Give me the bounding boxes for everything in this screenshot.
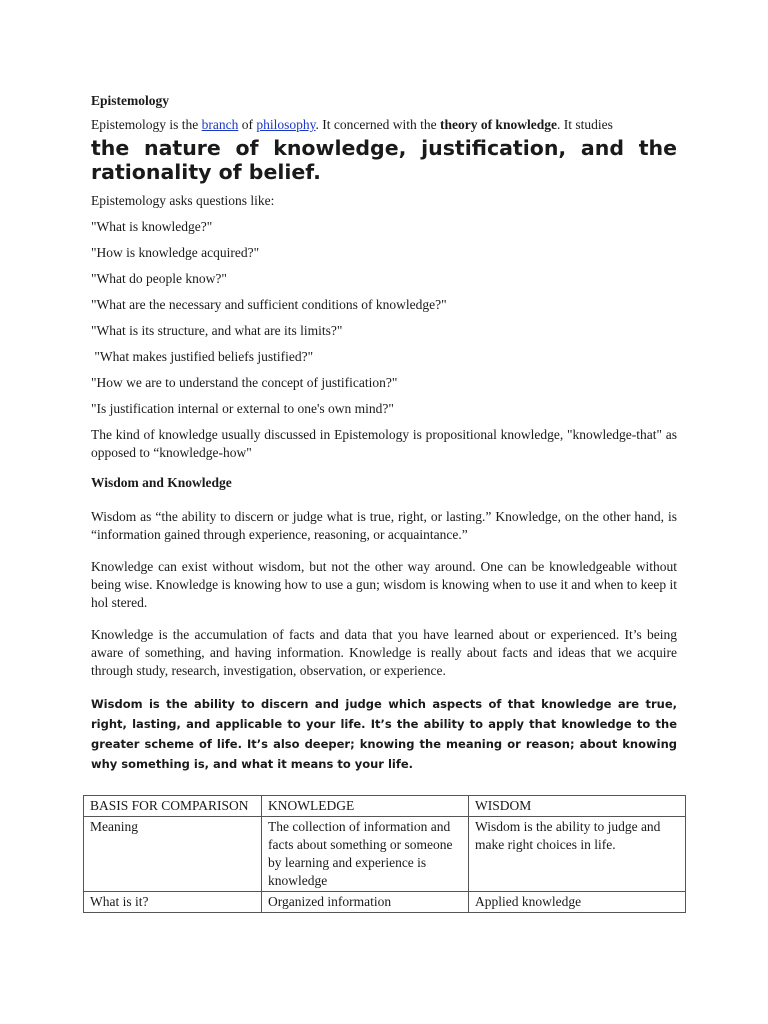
knowledge-without-wisdom-paragraph: Knowledge can exist without wisdom, but not the other way around. One can be knowledgeable without being wise. Knowledge is knowing how to use a gun; wisdom is knowing when to use it and when to keep it hol stered. bbox=[91, 559, 677, 610]
table-cell: What is it? bbox=[84, 892, 262, 913]
question-item: "What is knowledge?" bbox=[91, 219, 213, 234]
wisdom-bold-paragraph: Wisdom is the ability to discern and judge which aspects of that knowledge are true, right, lasting, and applicable to your life. It’s the ability to apply that knowledge to the greater scheme of life. It’s also deeper; knowing the meaning or reason; about knowing why something is, and what it means to your life. bbox=[91, 697, 677, 771]
knowledge-accumulation-paragraph: Knowledge is the accumulation of facts and data that you have learned about or experienced. It’s being aware of something, and having information. Knowledge is really about facts and ideas that we acquire through study, research, investigation, observation, or experience. bbox=[91, 627, 677, 678]
question-item: "How is knowledge acquired?" bbox=[91, 245, 260, 260]
philosophy-link[interactable]: philosophy bbox=[256, 117, 316, 132]
question-item: "What are the necessary and sufficient conditions of knowledge?" bbox=[91, 297, 447, 312]
questions-intro: Epistemology asks questions like: bbox=[91, 193, 275, 208]
intro-text-2: of bbox=[238, 117, 257, 132]
intro-text-1: Epistemology is the bbox=[91, 117, 202, 132]
question-item: "What is its structure, and what are its limits?" bbox=[91, 323, 343, 338]
table-cell: Meaning bbox=[84, 817, 262, 892]
table-cell: Organized information bbox=[262, 892, 469, 913]
branch-link[interactable]: branch bbox=[201, 117, 239, 132]
document-body bbox=[91, 92, 677, 788]
intro-text-4: . It studies bbox=[556, 117, 613, 132]
comparison-table bbox=[83, 795, 686, 913]
kind-paragraph: The kind of knowledge usually discussed in Epistemology is propositional knowledge, "knowledge-that" as opposed to “knowledge-how" bbox=[91, 427, 677, 460]
table-header-row bbox=[84, 796, 686, 817]
page-title: Epistemology bbox=[91, 93, 170, 108]
table-header-cell: WISDOM bbox=[469, 796, 686, 817]
intro-paragraph bbox=[91, 116, 677, 134]
question-item: "What do people know?" bbox=[91, 271, 227, 286]
table-cell: The collection of information and facts about something or someone by learning and experience is knowledge bbox=[262, 817, 469, 892]
table-row bbox=[84, 817, 686, 892]
intro-bold-term: theory of knowledge bbox=[439, 117, 557, 132]
question-item: "How we are to understand the concept of justification?" bbox=[91, 375, 398, 390]
wisdom-heading: Wisdom and Knowledge bbox=[91, 475, 232, 490]
big-statement: the nature of knowledge, justification, and the rationality of belief. bbox=[91, 136, 677, 184]
table-header-cell: BASIS FOR COMPARISON bbox=[84, 796, 262, 817]
table-row bbox=[84, 892, 686, 913]
wisdom-definition-paragraph: Wisdom as “the ability to discern or judge what is true, right, or lasting.” Knowledge, on the other hand, is “information gained through experience, reasoning, or acquaintance.” bbox=[91, 509, 677, 542]
table-cell: Applied knowledge bbox=[469, 892, 686, 913]
table-header-cell: KNOWLEDGE bbox=[262, 796, 469, 817]
question-item: "What makes justified beliefs justified?" bbox=[91, 349, 314, 364]
intro-text-3: . It concerned with the bbox=[315, 117, 440, 132]
question-item: "Is justification internal or external to one's own mind?" bbox=[91, 401, 394, 416]
table-cell: Wisdom is the ability to judge and make right choices in life. bbox=[469, 817, 686, 892]
